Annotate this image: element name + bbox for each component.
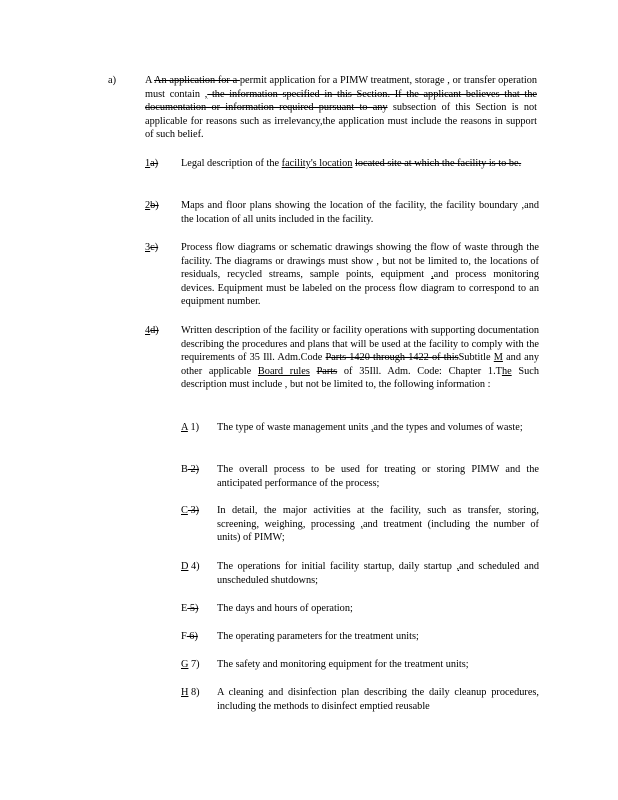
item-number	[145, 241, 175, 255]
text-run: and scheduled and unscheduled shutdowns;	[217, 561, 539, 586]
deleted-text: c)	[150, 242, 159, 253]
inserted-text: G	[181, 659, 189, 670]
inserted-text: ,	[370, 422, 374, 433]
sub-item-text	[217, 560, 539, 587]
sub-item-number	[181, 602, 215, 616]
sub-item-text	[217, 630, 539, 644]
text-run: The operations for initial facility startup, daily startup	[217, 561, 457, 572]
deleted-text: b)	[150, 200, 159, 211]
inserted-text: ,	[360, 518, 363, 530]
inserted-text: 4	[145, 325, 151, 336]
inserted-text: ,	[204, 88, 208, 100]
text-run: The type of waste management units	[217, 422, 371, 433]
sub-item-number	[181, 630, 215, 644]
text-run: E	[181, 603, 188, 614]
text-run: Written description of the facility or facility operations with supporting documentation describing the procedures and plans that will be used at the facility to comply with the requirements of 35 Ill. Adm.Code	[181, 325, 539, 364]
item-number	[145, 324, 175, 338]
item-text	[181, 199, 539, 226]
sub-item-number	[181, 463, 215, 477]
inserted-text: Board rules	[257, 365, 310, 377]
sub-item-text	[217, 421, 539, 435]
text-run: and any other applicable	[181, 352, 539, 377]
text-run: The operating parameters for the treatment units;	[217, 631, 419, 642]
sub-item-number	[181, 421, 215, 435]
deleted-text: 2)	[187, 464, 200, 475]
text-run	[310, 366, 317, 377]
sub-item-number	[181, 686, 215, 700]
sub-item-number	[181, 560, 215, 574]
text-run: and treatment (including the number of units) of PIMW;	[217, 518, 539, 544]
inserted-text: 3	[145, 242, 151, 253]
text-run: 1)	[187, 422, 200, 433]
text-run: In detail, the major activities at the facility, such as transfer, storing, screening, weighing, processing	[217, 505, 539, 530]
text-run: The overall process to be used for treating or storing PIMW and the anticipated performance of the process;	[217, 464, 539, 489]
sub-item-number	[181, 658, 215, 672]
text-run: of 35Ill. Adm. Code: Chapter 1.T	[337, 365, 502, 377]
deleted-text: Parts	[316, 365, 338, 377]
text-run: 8)	[188, 687, 200, 698]
deleted-text: An application for a	[154, 75, 240, 86]
text-run: The safety and monitoring equipment for the treatment units;	[217, 659, 469, 670]
text-run: and process monitoring devices. Equipment must be labeled on the process flow diagram to correspond to an equipment number.	[181, 269, 539, 308]
text-run: F	[181, 631, 187, 642]
inserted-text: 2	[145, 200, 151, 211]
inserted-text: A	[181, 422, 188, 433]
item-text	[181, 324, 539, 392]
text-run: Such description must include , but not be limited to, the following information :	[181, 365, 539, 391]
sub-item-text	[217, 658, 539, 672]
deleted-text: 5)	[187, 603, 199, 614]
text-run: Legal description of the	[181, 158, 282, 169]
text-run: 4)	[188, 561, 200, 572]
deleted-text: located site at which the facility is to be.	[355, 158, 522, 169]
deleted-text: Parts 1420 through 1422 of this	[325, 352, 459, 364]
inserted-text: H	[181, 687, 189, 698]
sub-item-text	[217, 504, 539, 545]
inserted-text: ,	[456, 561, 460, 572]
sub-item-text	[217, 602, 539, 616]
inserted-text: M	[493, 352, 503, 364]
inserted-text: ,	[431, 269, 434, 281]
text-run: A	[145, 75, 155, 86]
deleted-text: 3)	[187, 505, 200, 516]
item-text	[181, 241, 539, 309]
sub-item-text	[217, 463, 539, 490]
sub-item-text	[217, 686, 539, 713]
deleted-text: d)	[150, 325, 159, 336]
deleted-text: a)	[150, 158, 159, 169]
item-number	[145, 199, 175, 213]
text-run: Maps and floor plans showing the location of the facility, the facility boundary ,and the location of all units included in the facility.	[181, 200, 539, 225]
inserted-text: facility's location	[281, 158, 353, 169]
item-text	[181, 157, 539, 171]
deleted-text: 6)	[186, 631, 198, 642]
text-run: 7)	[188, 659, 200, 670]
paragraph-a	[145, 74, 537, 142]
inserted-text: 1	[145, 158, 151, 169]
deleted-text: the information specified in this Section. If the applicant believes that the documentation or information required pursuant to any	[145, 88, 537, 114]
sub-item-number	[181, 504, 215, 518]
item-number	[145, 157, 175, 171]
text-run: B	[181, 464, 188, 475]
text-run: A cleaning and disinfection plan describing the daily cleanup procedures, including the methods to disinfect emptied reusable	[217, 687, 539, 712]
inserted-text: C	[181, 505, 188, 516]
text-run: The days and hours of operation;	[217, 603, 353, 614]
inserted-text: he	[501, 365, 512, 377]
text-run: and the types and volumes of waste;	[373, 422, 523, 433]
text-run: subsection of this Section is not applicable for reasons such as irrelevancy,the application must include the reasons in support of such belief.	[145, 102, 537, 141]
text-run: Subtitle	[458, 352, 494, 364]
paragraph-marker: a)	[108, 75, 116, 86]
inserted-text: D	[181, 561, 189, 572]
text-run: permit application for a PIMW treatment, storage , or transfer operation must contain	[145, 75, 537, 100]
text-run: Process flow diagrams or schematic drawings showing the flow of waste through the facility. The diagrams or drawings must show , but not be limited to, the locations of residuals, recycled streams, sample points, equipment	[181, 242, 539, 281]
